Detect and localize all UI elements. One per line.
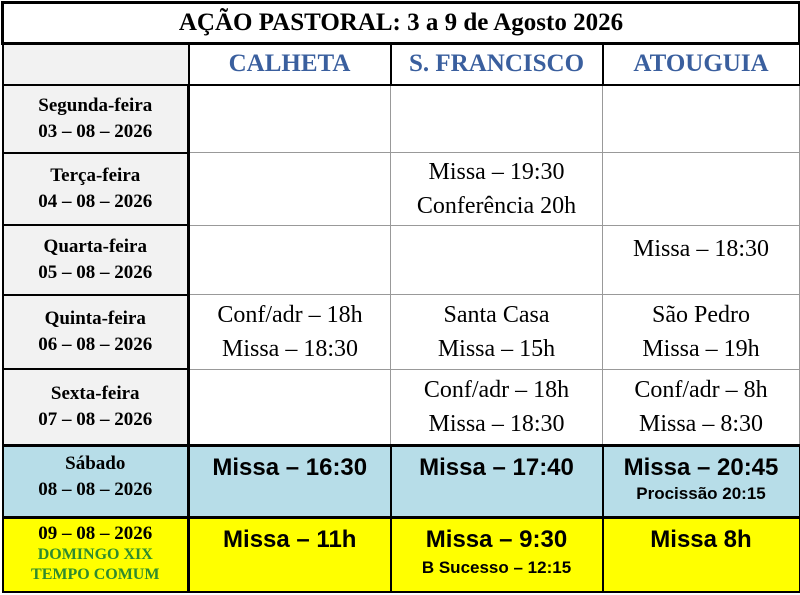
- schedule-entry: Missa – 8:30: [638, 411, 763, 438]
- schedule-cell: [189, 85, 391, 153]
- day-cell-friday: [3, 369, 189, 446]
- schedule-entry: Conf/adr – 8h: [634, 377, 768, 404]
- day-cell-sunday: [3, 517, 189, 592]
- schedule-entry: Missa – 18:30: [221, 336, 358, 363]
- day-cell-monday: [3, 85, 189, 153]
- sunday-cell-s-francisco: [391, 517, 603, 592]
- day-cell-wednesday: [3, 225, 189, 294]
- saturday-cell-s-francisco: [391, 446, 603, 517]
- day-date: 03 – 08 – 2026: [38, 120, 153, 142]
- column-header-calheta: CALHETA: [189, 44, 391, 85]
- mass-time: Missa – 17:40: [419, 454, 574, 482]
- day-name: Quinta-feira: [44, 308, 146, 330]
- day-name: Sexta-feira: [50, 383, 140, 405]
- schedule-entry: Missa – 18:30: [632, 235, 769, 262]
- mass-time: Missa 8h: [650, 525, 752, 553]
- schedule-cell: [603, 85, 800, 153]
- schedule-entry: Conf/adr – 18h: [217, 302, 363, 329]
- schedule-cell: [391, 85, 603, 153]
- day-name: Quarta-feira: [43, 236, 147, 258]
- column-header-s-francisco: S. FRANCISCO: [391, 44, 603, 85]
- day-name: Segunda-feira: [38, 94, 153, 116]
- corner-cell: [3, 44, 189, 85]
- day-date: 07 – 08 – 2026: [38, 409, 153, 431]
- schedule-cell: [603, 225, 800, 294]
- mass-time: Missa – 20:45: [623, 454, 779, 482]
- schedule-cell: [603, 295, 800, 370]
- schedule-cell: [189, 295, 391, 370]
- schedule-cell: [189, 369, 391, 446]
- schedule-cell: [391, 295, 603, 370]
- schedule-table: [1, 1, 800, 593]
- schedule-entry: Conf/adr – 18h: [423, 377, 570, 404]
- day-date: 06 – 08 – 2026: [38, 334, 153, 356]
- page-title: AÇÃO PASTORAL: 3 a 9 de Agosto 2026: [3, 3, 800, 44]
- extra-mass-time: B Sucesso – 12:15: [421, 557, 572, 577]
- mass-time: Missa – 11h: [223, 525, 357, 553]
- day-cell-thursday: [3, 295, 189, 370]
- day-date: 04 – 08 – 2026: [38, 191, 153, 213]
- schedule-entry: Missa – 19:30: [428, 159, 565, 186]
- mass-time: Missa – 16:30: [212, 454, 368, 482]
- sunday-cell-atouguia: [603, 517, 800, 592]
- saturday-cell-atouguia: [603, 446, 800, 517]
- schedule-entry: Missa – 19h: [642, 336, 760, 363]
- schedule-cell: [189, 153, 391, 225]
- saturday-cell-calheta: [189, 446, 391, 517]
- day-date: 09 – 08 – 2026: [38, 522, 153, 544]
- liturgy-label: TEMPO COMUM: [31, 565, 160, 583]
- schedule-entry: Missa – 18:30: [428, 411, 565, 438]
- schedule-entry: São Pedro: [652, 302, 750, 329]
- day-cell-tuesday: [3, 153, 189, 225]
- day-date: 08 – 08 – 2026: [38, 479, 153, 501]
- column-header-atouguia: ATOUGUIA: [603, 44, 800, 85]
- day-name: Sábado: [65, 453, 126, 475]
- liturgy-label: DOMINGO XIX: [37, 545, 153, 563]
- day-cell-saturday: [3, 446, 189, 517]
- day-name: Terça-feira: [50, 165, 141, 187]
- schedule-cell: [189, 225, 391, 294]
- schedule-cell: [391, 225, 603, 294]
- day-date: 05 – 08 – 2026: [38, 262, 153, 284]
- schedule-entry: Santa Casa: [443, 302, 550, 329]
- schedule-cell: [603, 369, 800, 446]
- procession-time: Procissão 20:15: [636, 484, 766, 504]
- schedule-entry: Conferência 20h: [416, 193, 577, 220]
- mass-time: Missa – 9:30: [425, 525, 568, 553]
- sunday-cell-calheta: [189, 517, 391, 592]
- schedule-cell: [603, 153, 800, 225]
- schedule-cell: [391, 369, 603, 446]
- schedule-entry: Missa – 15h: [437, 336, 556, 363]
- schedule-cell: [391, 153, 603, 225]
